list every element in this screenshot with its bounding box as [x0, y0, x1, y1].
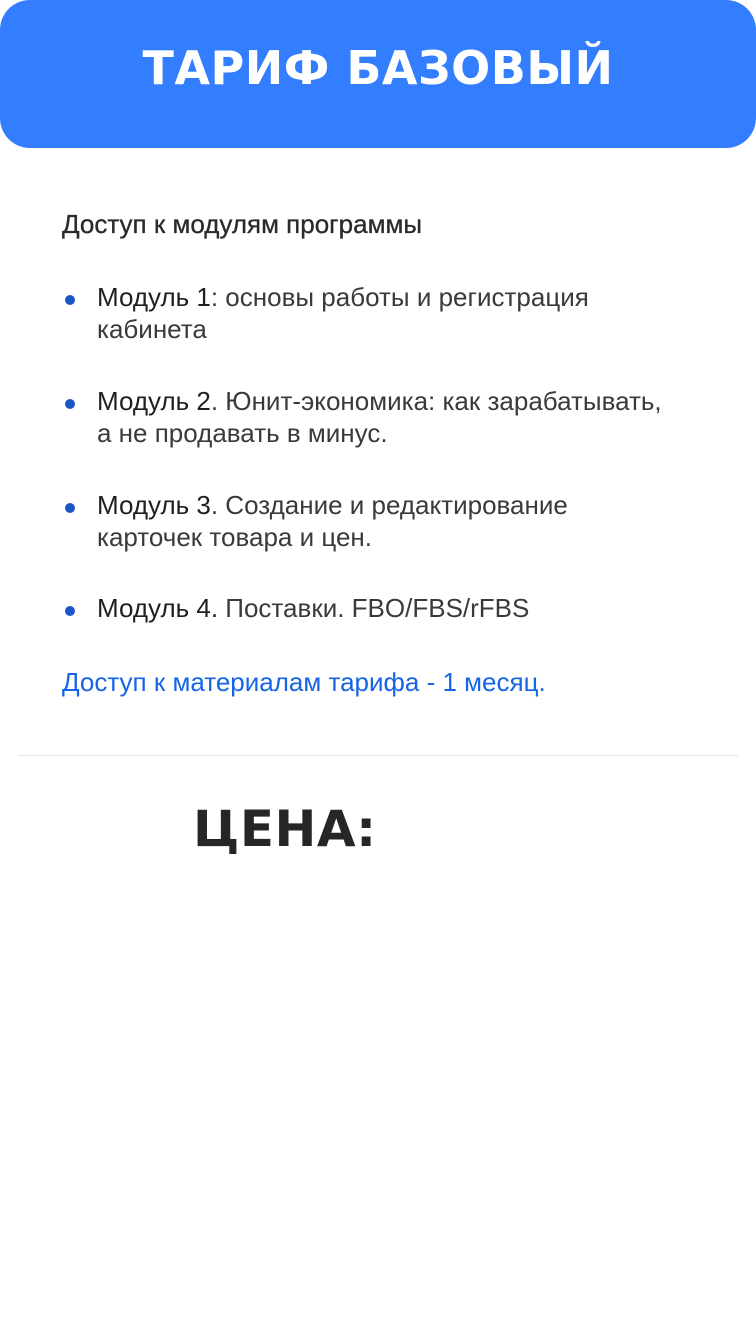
- bullet-icon: [65, 399, 75, 409]
- divider: [18, 755, 738, 756]
- list-item: [62, 281, 662, 345]
- module-separator: .: [210, 490, 219, 520]
- module-text: [97, 385, 662, 449]
- bullet-icon: [65, 503, 75, 513]
- list-item: [62, 592, 662, 624]
- module-name: Модуль 3: [97, 490, 211, 520]
- module-separator: :: [210, 282, 219, 312]
- tariff-title: ТАРИФ БАЗОВЫЙ: [142, 41, 614, 95]
- tariff-content: [62, 205, 702, 697]
- bullet-icon: [65, 295, 75, 305]
- list-item: [62, 489, 662, 553]
- module-name: Модуль 2: [97, 386, 211, 416]
- access-duration-note: Доступ к материалам тарифа - 1 месяц.: [62, 667, 546, 697]
- tariff-header: [0, 0, 756, 148]
- list-item: [62, 385, 662, 449]
- module-text: [97, 489, 662, 553]
- module-description: основы работы и регистрация кабинета: [97, 282, 589, 344]
- bullet-icon: [65, 606, 75, 616]
- module-name: Модуль 4.: [97, 593, 219, 623]
- module-description: Создание и редактирование карточек товара и цен.: [97, 490, 568, 552]
- module-name: Модуль 1: [97, 282, 211, 312]
- module-description: Поставки. FBO/FBS/rFBS: [218, 593, 530, 623]
- module-text: [97, 592, 529, 624]
- module-text: [97, 281, 662, 345]
- module-separator: .: [210, 386, 219, 416]
- price-label: ЦЕНА:: [193, 800, 377, 858]
- modules-heading: Доступ к модулям программы: [62, 209, 423, 239]
- module-description: Юнит-экономика: как зарабатывать, а не продавать в минус.: [97, 386, 662, 448]
